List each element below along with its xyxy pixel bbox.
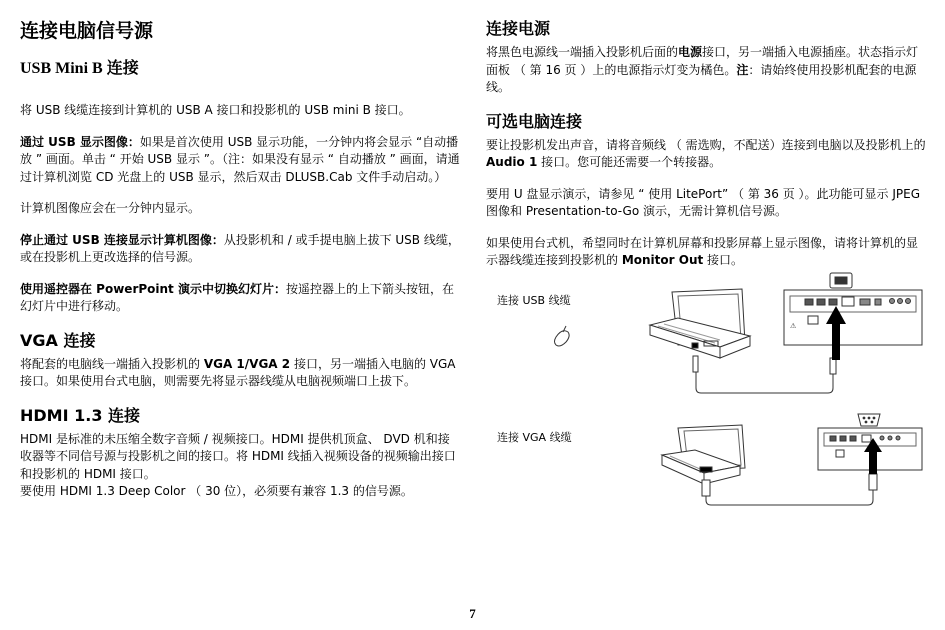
page-title: 连接电脑信号源	[20, 20, 154, 42]
vga-paragraph-bold: VGA 1/VGA 2	[203, 356, 291, 371]
power-paragraph-bold: 电源	[678, 45, 703, 59]
power-note-text: ：请始终使用投影机配套的电源线。	[486, 62, 917, 94]
power-paragraph-b: 接口，另一端插入电源插座。状态指示灯面板 （ 第 16 页 ）上的电源指示灯变为橘色。	[486, 45, 919, 77]
usb-laptop-illustration	[650, 289, 750, 358]
power-paragraph-a: 将黑色电源线一端插入投影机后面的	[486, 45, 679, 59]
usb-diagram-label: 连接 USB 线缆	[497, 294, 571, 307]
power-heading: 连接电源	[486, 19, 551, 38]
vga-diagram-label: 连接 VGA 线缆	[497, 431, 572, 444]
usb-paragraph-4-text: 从投影机和 / 或手提电脑上拔下 USB 线缆，或在投影机上更改选择的信号源。	[20, 232, 460, 264]
usb-paragraph-2-bold: 通过 USB 显示图像：	[20, 134, 140, 149]
optional-paragraph-1-bold: Audio 1	[486, 155, 538, 169]
usb-paragraph-5-bold: 使用遥控器在 PowerPoint 演示中切换幻灯片：	[20, 281, 286, 296]
usb-paragraph-2-text: 如果是首次使用 USB 显示功能，一分钟内将会显示 “自动播放 ” 画面。单击 “ 开始 USB 显示 ”。（注：如果没有显示 “ 自动播放 ” 画面，请通过计算机浏览 CD 光盘上的 USB 显示，然后双击 DLUSB.Cab 文件手动启动。）	[20, 134, 460, 184]
optional-paragraph-3-a: 如果使用台式机，希望同时在计算机屏幕和投影屏幕上显示图像，请将计算机的显示器线缆连接到投影机的	[486, 235, 919, 267]
usb-projector-illustration	[784, 290, 922, 345]
optional-paragraph-3-bold: Monitor Out	[621, 253, 704, 267]
mouse-icon	[555, 326, 570, 346]
page-number: 7	[469, 606, 476, 621]
optional-heading: 可选电脑连接	[486, 111, 583, 131]
usb-paragraph-3: 计算机图像应会在一分钟内显示。	[20, 201, 201, 215]
usb-paragraph-1: 将 USB 线缆连接到计算机的 USB A 接口和投影机的 USB mini B 接口。	[20, 103, 411, 117]
vga-connector-icon	[858, 414, 880, 426]
optional-paragraph-3-b: 接口。	[703, 253, 744, 267]
hdmi-paragraph-1: HDMI 是标准的未压缩全数字音频 / 视频接口。HDMI 提供机顶盒、 DVD 机和接收器等不同信号源与投影机之间的接口。将 HDMI 线插入视频设备的视频输出接口和投影机的 HDMI 接口。	[20, 431, 456, 481]
svg-text:⚠: ⚠	[790, 322, 797, 330]
vga-cable	[702, 474, 877, 505]
usb-paragraph-4-bold: 停止通过 USB 连接显示计算机图像：	[20, 232, 224, 247]
vga-laptop-illustration	[662, 425, 745, 484]
optional-paragraph-2: 要用 U 盘显示演示，请参见 “ 使用 LitePort” （ 第 36 页 ）。此功能可显示 JPEG 图像和 Presentation-to-Go 演示，无需计算机信号源。	[486, 186, 921, 218]
power-note-bold: 注	[736, 62, 749, 77]
optional-paragraph-1-a: 要让投影机发出声音，请将音频线 （ 需选购，不配送）连接到电脑以及投影机上的	[486, 137, 926, 152]
hdmi-paragraph-2: 要使用 HDMI 1.3 Deep Color （ 30 位），必须要有兼容 1.3 的信号源。	[20, 484, 413, 498]
optional-paragraph-1-b: 接口。您可能还需要一个转接器。	[537, 155, 722, 169]
usb-heading: USB Mini B 连接	[20, 60, 139, 77]
vga-paragraph-b: 接口，另一端插入电脑的 VGA 接口。如果使用台式电脑，则需要先将显示器线缆从电脑视频端口上拔下。	[20, 356, 456, 388]
vga-paragraph-a: 将配套的电脑线一端插入投影机的	[20, 356, 204, 371]
vga-heading: VGA 连接	[20, 330, 96, 350]
usb-cable	[693, 356, 836, 393]
hdmi-heading: HDMI 1.3 连接	[20, 405, 141, 425]
usb-paragraph-5-text: 按遥控器上的上下箭头按钮，在幻灯片中进行移动。	[20, 281, 454, 313]
usb-connector-icon	[830, 273, 852, 288]
